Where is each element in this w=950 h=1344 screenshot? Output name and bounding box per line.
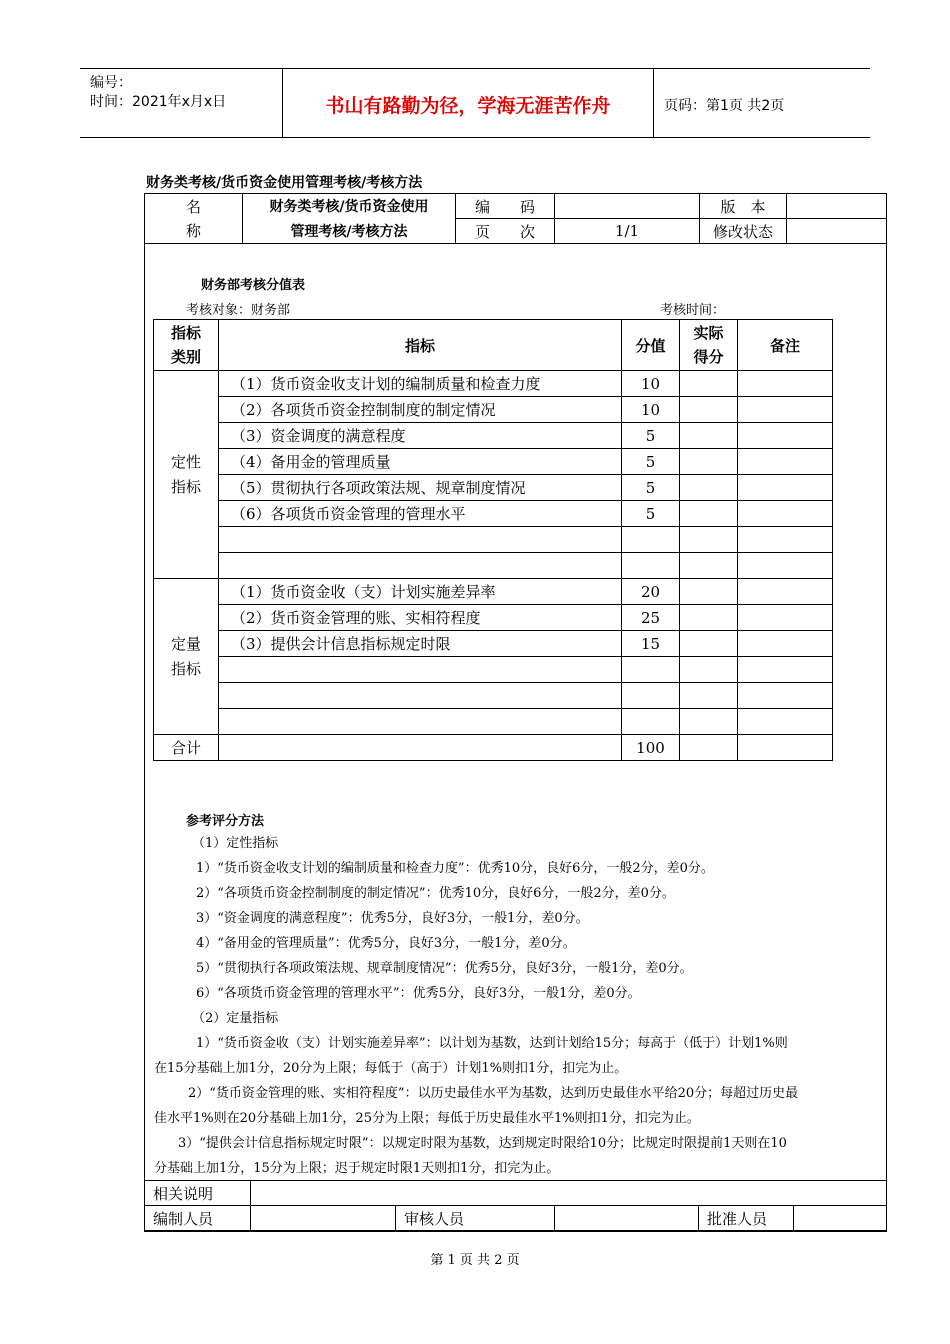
qualitative-category	[154, 371, 219, 579]
page-count-value: 1/1	[555, 219, 700, 244]
indicator-cell: （1）货币资金收支计划的编制质量和检查力度	[219, 371, 622, 397]
indicator-cell: （3）提供会计信息指标规定时限	[219, 631, 622, 657]
name-value-1: 财务类考核/货币资金使用	[243, 194, 456, 219]
indicator-cell: （5）贯彻执行各项政策法规、规章制度情况	[219, 475, 622, 501]
table-row	[154, 449, 833, 475]
table-row	[154, 579, 833, 605]
total-value: 100	[622, 735, 680, 761]
method-q1-item: 1）“货币资金收支计划的编制质量和检查力度”：优秀10分，良好6分，一般2分，差0分。	[196, 861, 714, 876]
method-q2-title: （2）定量指标	[192, 1011, 279, 1026]
method-q1-item: 6）“各项货币资金管理的管理水平”：优秀5分，良好3分，一般1分，差0分。	[196, 986, 641, 1001]
actual-cell	[680, 423, 738, 449]
remark-cell	[738, 423, 833, 449]
method-body	[154, 831, 880, 1181]
revision-value	[787, 219, 887, 244]
header-divider-right	[653, 69, 654, 137]
method-q1-item: 3）“资金调度的满意程度”：优秀5分，良好3分，一般1分，差0分。	[196, 911, 589, 926]
score-cell: 25	[622, 605, 680, 631]
editor-value	[251, 1206, 396, 1231]
indicator-cell: （2）各项货币资金控制制度的制定情况	[219, 397, 622, 423]
remark-cell	[738, 631, 833, 657]
method-q2-item1-line2: 在15分基础上加1分，20分为上限；每低于（高于）计划1%则扣1分，扣完为止。	[154, 1061, 628, 1076]
qualitative-label-2: 指标	[170, 477, 201, 496]
actual-cell	[680, 605, 738, 631]
page-footer: 第 1 页 共 2 页	[430, 1253, 520, 1268]
code-label: 编 码	[456, 194, 555, 219]
indicator-cell: （4）备用金的管理质量	[219, 449, 622, 475]
remark-cell	[738, 605, 833, 631]
table-row	[154, 501, 833, 527]
actual-cell	[680, 397, 738, 423]
editor-label: 编制人员	[145, 1206, 251, 1231]
table-row-empty	[154, 657, 833, 683]
col-actual-line1: 实际	[693, 324, 724, 342]
time-label: 时间：2021年x月x日	[90, 94, 227, 110]
info-table	[144, 193, 887, 244]
quantitative-label-1: 定量	[170, 634, 201, 653]
score-cell: 5	[622, 449, 680, 475]
remark-cell	[738, 475, 833, 501]
total-label: 合计	[154, 735, 219, 761]
name-label-1: 名	[145, 194, 243, 219]
motto: 书山有路勤为径，学海无涯苦作舟	[325, 95, 611, 117]
table-row	[154, 475, 833, 501]
col-category-line1: 指标	[170, 324, 201, 342]
actual-cell	[680, 371, 738, 397]
page-count-label: 页 次	[456, 219, 555, 244]
table-row	[154, 631, 833, 657]
name-value-2: 管理考核/考核方法	[243, 219, 456, 244]
method-q2-item2-line1: 2）“货币资金管理的账、实相符程度”：以历史最佳水平为基数，达到历史最佳水平给20分；每超过历史最	[188, 1086, 799, 1101]
method-title: 参考评分方法	[186, 814, 265, 829]
table-row-empty	[154, 683, 833, 709]
version-label: 版 本	[700, 194, 787, 219]
col-indicator: 指标	[219, 320, 622, 371]
method-q2-item3-line1: 3）“提供会计信息指标规定时限”：以规定时限为基数，达到规定时限给10分；比规定时限提前1天则在10	[178, 1136, 787, 1151]
related-notes-label: 相关说明	[145, 1181, 251, 1206]
method-q1-item: 4）“备用金的管理质量”：优秀5分，良好3分，一般1分，差0分。	[196, 936, 576, 951]
assessment-time: 考核时间：	[660, 303, 726, 318]
method-q1-title: （1）定性指标	[192, 836, 279, 851]
remark-cell	[738, 397, 833, 423]
table-row-empty	[154, 709, 833, 735]
table-row	[154, 371, 833, 397]
code-value	[555, 194, 700, 219]
version-value	[787, 194, 887, 219]
indicator-cell: （6）各项货币资金管理的管理水平	[219, 501, 622, 527]
indicator-cell: （2）货币资金管理的账、实相符程度	[219, 605, 622, 631]
related-notes-value	[251, 1181, 887, 1206]
actual-cell	[680, 449, 738, 475]
document-title: 财务类考核/货币资金使用管理考核/考核方法	[146, 175, 423, 191]
page-header	[80, 68, 870, 138]
score-table-title: 财务部考核分值表	[201, 278, 306, 293]
remark-cell	[738, 371, 833, 397]
score-table	[153, 319, 833, 761]
remark-cell	[738, 449, 833, 475]
remark-cell	[738, 501, 833, 527]
score-cell: 5	[622, 475, 680, 501]
approver-label: 批准人员	[699, 1206, 794, 1231]
actual-cell	[680, 475, 738, 501]
col-actual	[680, 320, 738, 371]
score-cell: 20	[622, 579, 680, 605]
score-cell: 5	[622, 423, 680, 449]
method-q2-item3-line2: 分基础上加1分，15分为上限；迟于规定时限1天则扣1分，扣完为止。	[154, 1161, 560, 1176]
revision-label: 修改状态	[700, 219, 787, 244]
method-q2-item1-line1: 1）“货币资金收（支）计划实施差异率”：以计划为基数，达到计划给15分；每高于（低于）计划1%则	[196, 1036, 788, 1051]
approver-value	[794, 1206, 887, 1231]
score-cell: 5	[622, 501, 680, 527]
score-cell: 10	[622, 371, 680, 397]
indicator-cell: （3）资金调度的满意程度	[219, 423, 622, 449]
quantitative-category	[154, 579, 219, 735]
assessment-object: 考核对象：财务部	[186, 303, 291, 318]
table-row-empty	[154, 527, 833, 553]
col-remark: 备注	[738, 320, 833, 371]
reviewer-value	[555, 1206, 699, 1231]
table-row-empty	[154, 553, 833, 579]
quantitative-label-2: 指标	[170, 659, 201, 678]
remark-cell	[738, 579, 833, 605]
score-cell: 15	[622, 631, 680, 657]
col-category	[154, 320, 219, 371]
table-row	[154, 423, 833, 449]
actual-cell	[680, 631, 738, 657]
col-actual-line2: 得分	[693, 348, 724, 366]
method-q1-item: 5）“贯彻执行各项政策法规、规章制度情况”：优秀5分，良好3分，一般1分，差0分。	[196, 961, 693, 976]
score-cell: 10	[622, 397, 680, 423]
indicator-cell: （1）货币资金收（支）计划实施差异率	[219, 579, 622, 605]
total-row	[154, 735, 833, 761]
table-row	[154, 605, 833, 631]
col-score: 分值	[622, 320, 680, 371]
signature-table	[144, 1180, 887, 1231]
qualitative-label-1: 定性	[170, 452, 201, 471]
reviewer-label: 审核人员	[396, 1206, 555, 1231]
page-number-label: 页码：第1页 共2页	[664, 98, 785, 114]
method-q1-item: 2）“各项货币资金控制制度的制定情况”：优秀10分，良好6分，一般2分，差0分。	[196, 886, 675, 901]
actual-cell	[680, 579, 738, 605]
actual-cell	[680, 501, 738, 527]
col-category-line2: 类别	[170, 348, 201, 366]
table-row	[154, 397, 833, 423]
method-q2-item2-line2: 佳水平1%则在20分基础上加1分，25分为上限；每低于历史最佳水平1%则扣1分，扣完为止。	[154, 1111, 700, 1126]
number-label: 编号：	[90, 75, 132, 91]
name-label-2: 称	[145, 219, 243, 244]
